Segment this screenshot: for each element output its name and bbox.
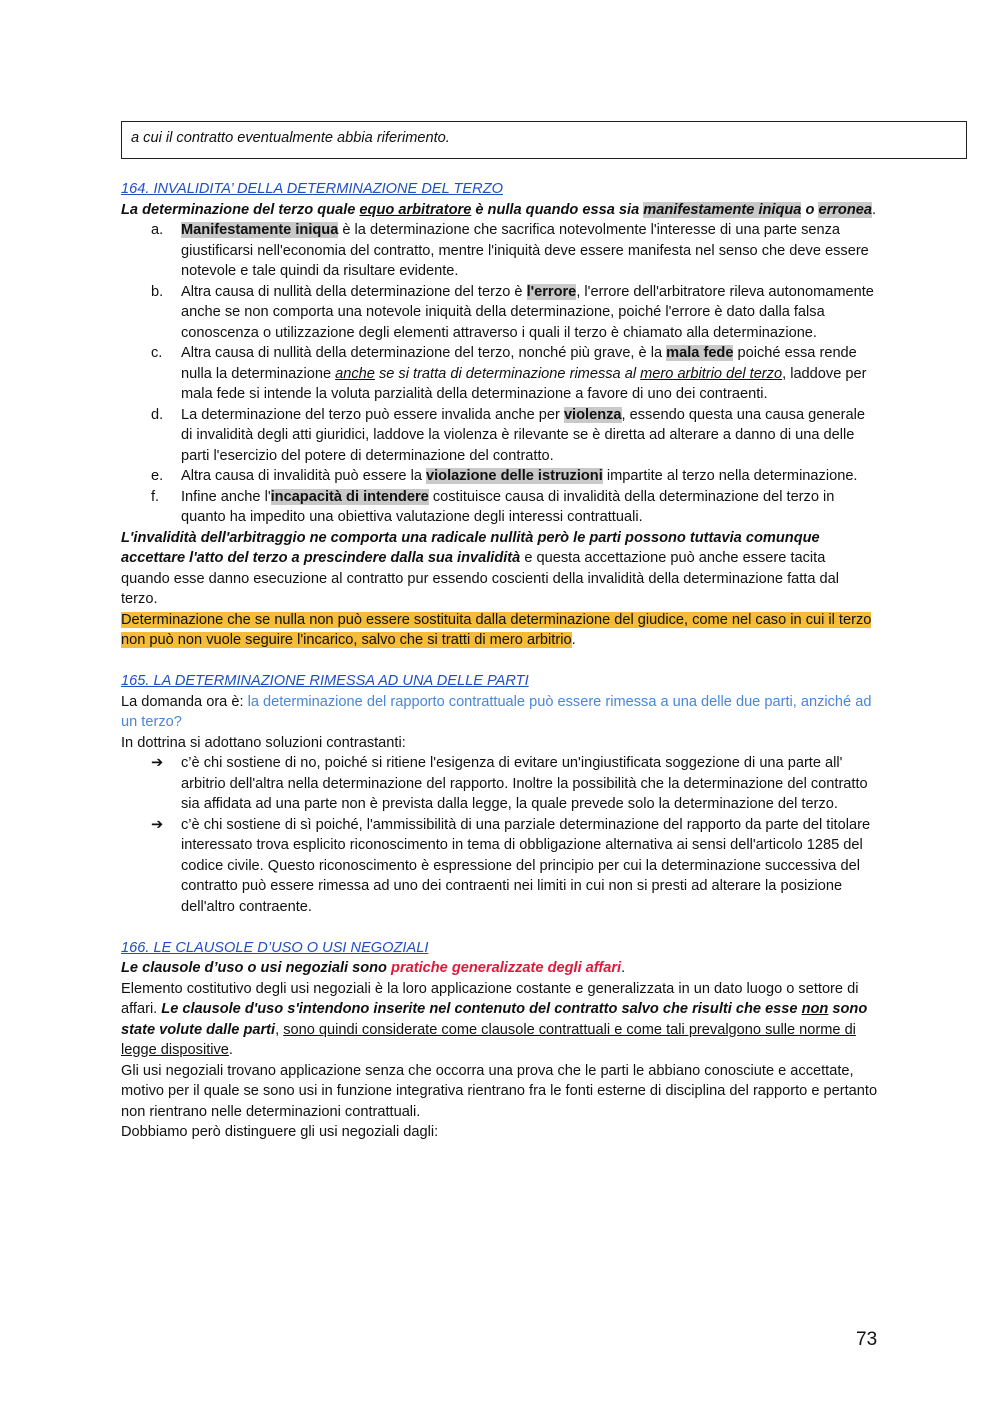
section-166-p1: Elemento costitutivo degli usi negoziali è la loro applicazione costante e generalizzata in un dato luogo o settore di affari. Le clausole d'uso s'intendono inserite nel contenuto del contratto salvo che risulti che esse non sono state volute dalle parti, sono quindi considerate come clausole contrattuali e come tali prevalgono sulle norme di legge dispositive. [121,980,868,1058]
section-164-after: L'invalidità dell'arbitraggio ne comporta una radicale nullità però le parti possono tuttavia comunque accettare l'atto del terzo a prescindere dalla sua invalidità e questa accettazione può anche essere tacita quando esse danno esecuzione al contratto pur essendo coscienti della invalidità della determinazione fatta dal terzo. [121,529,840,607]
continuation-box [121,121,967,159]
section-165-title: 165. LA DETERMINAZIONE RIMESSA AD UNA DELLE PARTI [121,673,529,689]
doctrine-list [121,753,878,917]
section-166-p3: Dobbiamo però distinguere gli usi negoziali dagli: [121,1124,439,1140]
section-166-title: 166. LE CLAUSOLE D’USO O USI NEGOZIALI [121,939,429,956]
section-165-doctrine: In dottrina si adottano soluzioni contrastanti: [121,734,406,751]
section-164-title: 164. INVALIDITA’ DELLA DETERMINAZIONE DEL TERZO [121,181,503,197]
list-item: a. Manifestamente iniqua è la determinazione che sacrifica notevolmente l'interesse di una parte senza giustificarsi nell'economia del contratto, mentre l'iniquità deve essere manifesta nel senso che deve essere notevole e tale quindi da risultare evidente. [151,222,869,279]
continuation-text: a cui il contratto eventualmente abbia riferimento. [131,130,450,146]
invalidity-list [121,220,878,528]
page-content [121,179,878,1143]
list-item: ➔ c’è chi sostiene di sì poiché, l'ammissibilità di una parziale determinazione del rapporto da parte del titolare interessato trova esplicito riconoscimento in tema di obbligazione alternativa ai sensi dell'articolo 1285 del codice civile. Questo riconoscimento è espressione del principio per cui la determinazione successiva del contratto può essere rimessa ad uno dei contraenti nei limiti in cui non si presti ad alterare la posizione dell'altro contraente. [151,816,871,915]
section-165-question: La domanda ora è: la determinazione del rapporto contrattuale può essere rimessa a una delle due parti, anziché ad un terzo? [121,693,872,730]
section-164-intro: La determinazione del terzo quale equo arbitratore è nulla quando essa sia manifestamente iniqua o erronea. [121,201,877,218]
list-item: ➔ c’è chi sostiene di no, poiché si ritiene l'esigenza di evitare un'ingiustificata soggezione di una parte all' arbitrio dell'altra nella determinazione del rapporto. Inoltre la possibilità che la determinazione del contratto sia affidata ad una parte non è prevista dalla legge, la quale prevede solo la determinazione del terzo. [151,755,868,812]
section-164-highlight: Determinazione che se nulla non può essere sostituita dalla determinazione del giudice, come nel caso in cui il terzo non può non vuole seguire l'incarico, salvo che si tratti di mero arbitrio. [121,611,872,648]
list-item: e. Altra causa di invalidità può essere la violazione delle istruzioni impartite al terzo nella determinazione. [151,468,858,484]
list-item: d. La determinazione del terzo può essere invalida anche per violenza, essendo questa una causa generale di invalidità degli atti giuridici, laddove la violenza è rilevante se è diretta ad alterare a danno di una delle parti l'esercizio del potere di determinazione del contratto. [151,406,865,464]
list-item: b. Altra causa di nullità della determinazione del terzo è l'errore, l'errore dell'arbitratore rileva autonomamente anche se non comporta una notevole iniquità della determinazione, poiché l'errore è dato dalla falsa conoscenza o utilizzazione degli elementi attraverso i quali il terzo è chiamato alla determinazione. [151,283,874,341]
section-166-p2: Gli usi negoziali trovano applicazione senza che occorra una prova che le parti le abbiano conosciute e accettate, motivo per il quale se sono usi in funzione integrativa rientrano fra le fonti esterne di disciplina del rapporto e pertanto non rientrano nelle determinazioni contrattuali. [121,1062,878,1120]
list-item: f. Infine anche l'incapacità di intendere costituisce causa di invalidità della determinazione del terzo in quanto ha impedito una obiettiva valutazione degli interessi contrattuali. [151,488,835,525]
list-item: c. Altra causa di nullità della determinazione del terzo, nonché più grave, è la mala fede poiché essa rende nulla la determinazione anche se si tratta di determinazione rimessa al mero arbitrio del terzo, laddove per mala fede si intende la voluta parzialità della determinazione a favore di uno dei contraenti. [151,345,867,402]
section-166-definition: Le clausole d’uso o usi negoziali sono pratiche generalizzate degli affari. [121,960,626,976]
arrow-icon: ➔ [151,755,164,771]
arrow-icon: ➔ [151,816,164,833]
page-number: 73 [856,1329,878,1350]
